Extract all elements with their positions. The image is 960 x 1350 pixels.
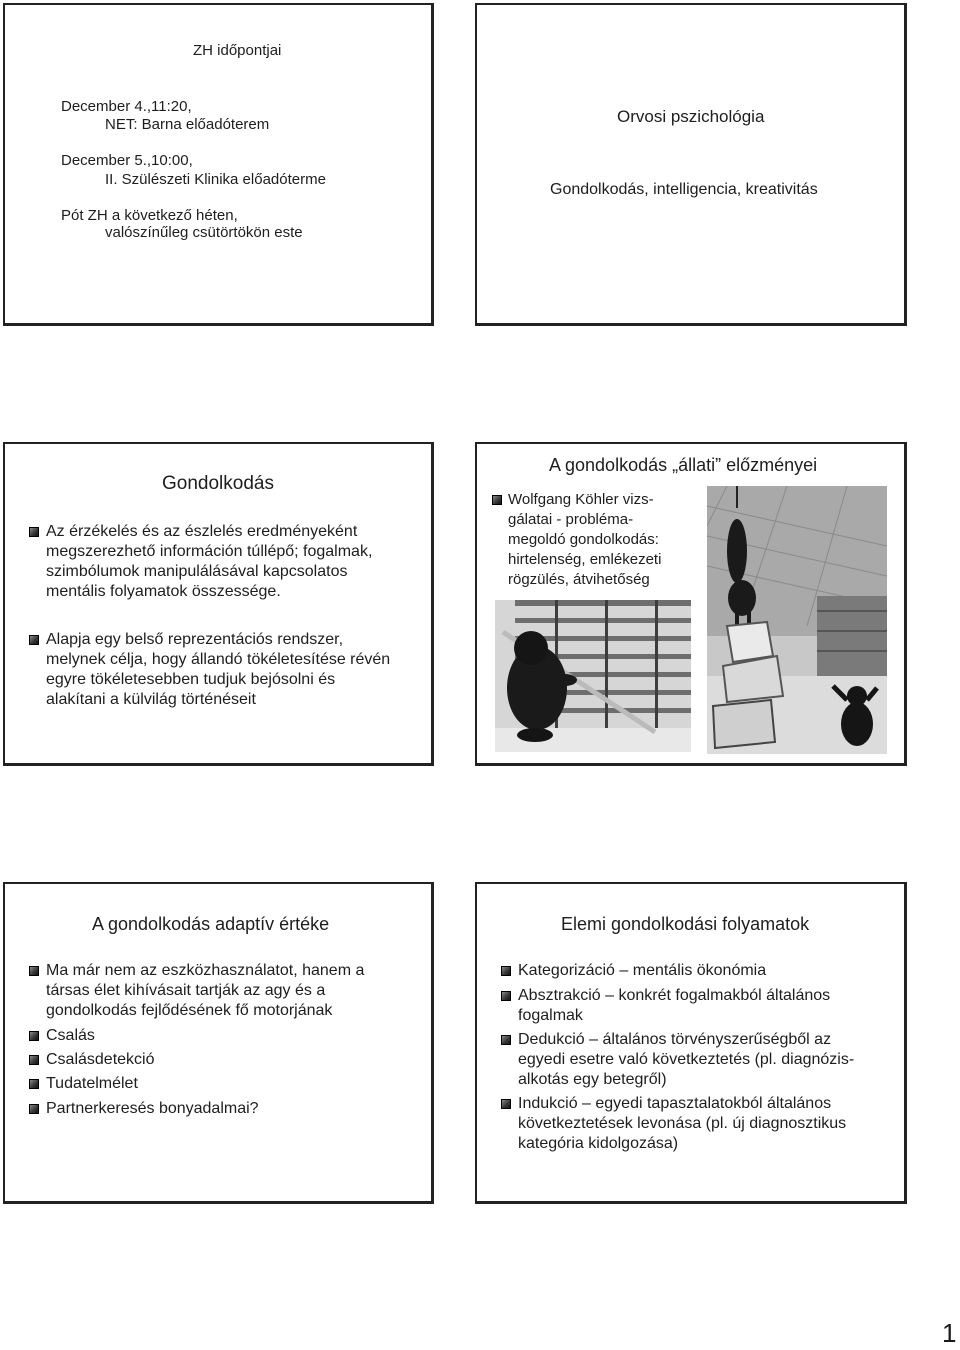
text-line: megoldó gondolkodás: bbox=[508, 531, 659, 548]
text-line: gondolkodás fejlődésének fő motorjának bbox=[46, 1002, 333, 1019]
text-line: Ma már nem az eszközhasználatot, hanem a bbox=[46, 962, 365, 979]
page-number: 1 bbox=[942, 1318, 957, 1348]
chimp-boxes-photo bbox=[707, 486, 887, 754]
slide-title: A gondolkodás adaptív értéke bbox=[92, 914, 330, 934]
bullet-icon bbox=[501, 966, 511, 976]
text-line: Dedukció – általános törvényszerűségből az bbox=[518, 1031, 832, 1048]
text-line: December 4.,11:20, bbox=[61, 98, 192, 115]
bullet-icon bbox=[29, 635, 39, 645]
text-line: hirtelenség, emlékezeti bbox=[508, 551, 662, 568]
text-line: Pót ZH a következő héten, bbox=[61, 207, 238, 224]
text-line: Indukció – egyedi tapasztalatokból általános bbox=[518, 1095, 832, 1112]
slide-zh-dates bbox=[3, 3, 434, 326]
slide-course-title bbox=[475, 3, 907, 326]
slide-thinking bbox=[3, 442, 434, 766]
text-line: fogalmak bbox=[518, 1007, 583, 1024]
text-line: Csalás bbox=[46, 1027, 95, 1044]
bullet-icon bbox=[492, 495, 502, 505]
text-line: rögzülés, átvihetőség bbox=[508, 571, 650, 588]
slide-subtitle: Gondolkodás, intelligencia, kreativitás bbox=[550, 181, 818, 198]
text-line: Csalásdetekció bbox=[46, 1051, 155, 1068]
text-line: társas élet kihívásait tartják az agy és a bbox=[46, 982, 326, 999]
text-line: egyre tökéletesebben tudjuk bejósolni és bbox=[46, 671, 336, 688]
chimp-stick-illustration bbox=[495, 600, 691, 752]
bullet-icon bbox=[501, 1035, 511, 1045]
slide-title: Elemi gondolkodási folyamatok bbox=[561, 914, 810, 934]
slide-title: A gondolkodás „állati” előzményei bbox=[549, 455, 818, 475]
slide-animal-antecedents bbox=[475, 442, 907, 766]
text-line: valószínűleg csütörtökön este bbox=[105, 224, 303, 241]
text-line: Az érzékelés és az észlelés eredményeként bbox=[46, 523, 358, 540]
text-line: II. Szülészeti Klinika előadóterme bbox=[105, 171, 326, 188]
text-line: megszerezhető információn túllépő; fogalmak, bbox=[46, 543, 373, 560]
bullet-icon bbox=[29, 1055, 39, 1065]
text-line: kategória kidolgozása) bbox=[518, 1135, 679, 1152]
text-line: szimbólumok manipulálásával kapcsolatos bbox=[46, 563, 348, 580]
bullet-icon bbox=[501, 991, 511, 1001]
text-line: melynek célja, hogy állandó tökéletesítése révén bbox=[46, 651, 391, 668]
bullet-icon bbox=[29, 527, 39, 537]
text-line: Wolfgang Köhler vizs- bbox=[508, 491, 654, 508]
text-line: alkotás egy betegről) bbox=[518, 1071, 667, 1088]
bullet-icon bbox=[29, 1079, 39, 1089]
slide-elementary-processes bbox=[475, 882, 907, 1204]
bullet-icon bbox=[29, 1031, 39, 1041]
bullet-icon bbox=[501, 1099, 511, 1109]
text-line: egyedi esetre való következtetés (pl. diagnózis- bbox=[518, 1051, 855, 1068]
text-line: Tudatelmélet bbox=[46, 1075, 138, 1092]
text-line: Absztrakció – konkrét fogalmakból általános bbox=[518, 987, 831, 1004]
slide-title: Gondolkodás bbox=[162, 473, 274, 494]
text-line: mentális folyamatok összessége. bbox=[46, 583, 281, 600]
chimp-stick-photo bbox=[495, 600, 691, 752]
text-line: December 5.,10:00, bbox=[61, 152, 193, 169]
text-line: Alapja egy belső reprezentációs rendszer, bbox=[46, 631, 344, 648]
slide-title: ZH időpontjai bbox=[193, 42, 282, 59]
slide-title: Orvosi pszichológia bbox=[617, 107, 765, 126]
slide-adaptive-value bbox=[3, 882, 434, 1204]
text-line: Partnerkeresés bonyadalmai? bbox=[46, 1100, 259, 1117]
text-line: alakítani a külvilág történéseit bbox=[46, 691, 256, 708]
text-line: Kategorizáció – mentális ökonómia bbox=[518, 962, 767, 979]
text-line: gálatai - probléma- bbox=[508, 511, 634, 528]
bullet-icon bbox=[29, 1104, 39, 1114]
text-line: NET: Barna előadóterem bbox=[105, 116, 270, 133]
bullet-icon bbox=[29, 966, 39, 976]
chimp-boxes-illustration bbox=[707, 486, 887, 754]
text-line: következtetések levonása (pl. új diagnosztikus bbox=[518, 1115, 847, 1132]
